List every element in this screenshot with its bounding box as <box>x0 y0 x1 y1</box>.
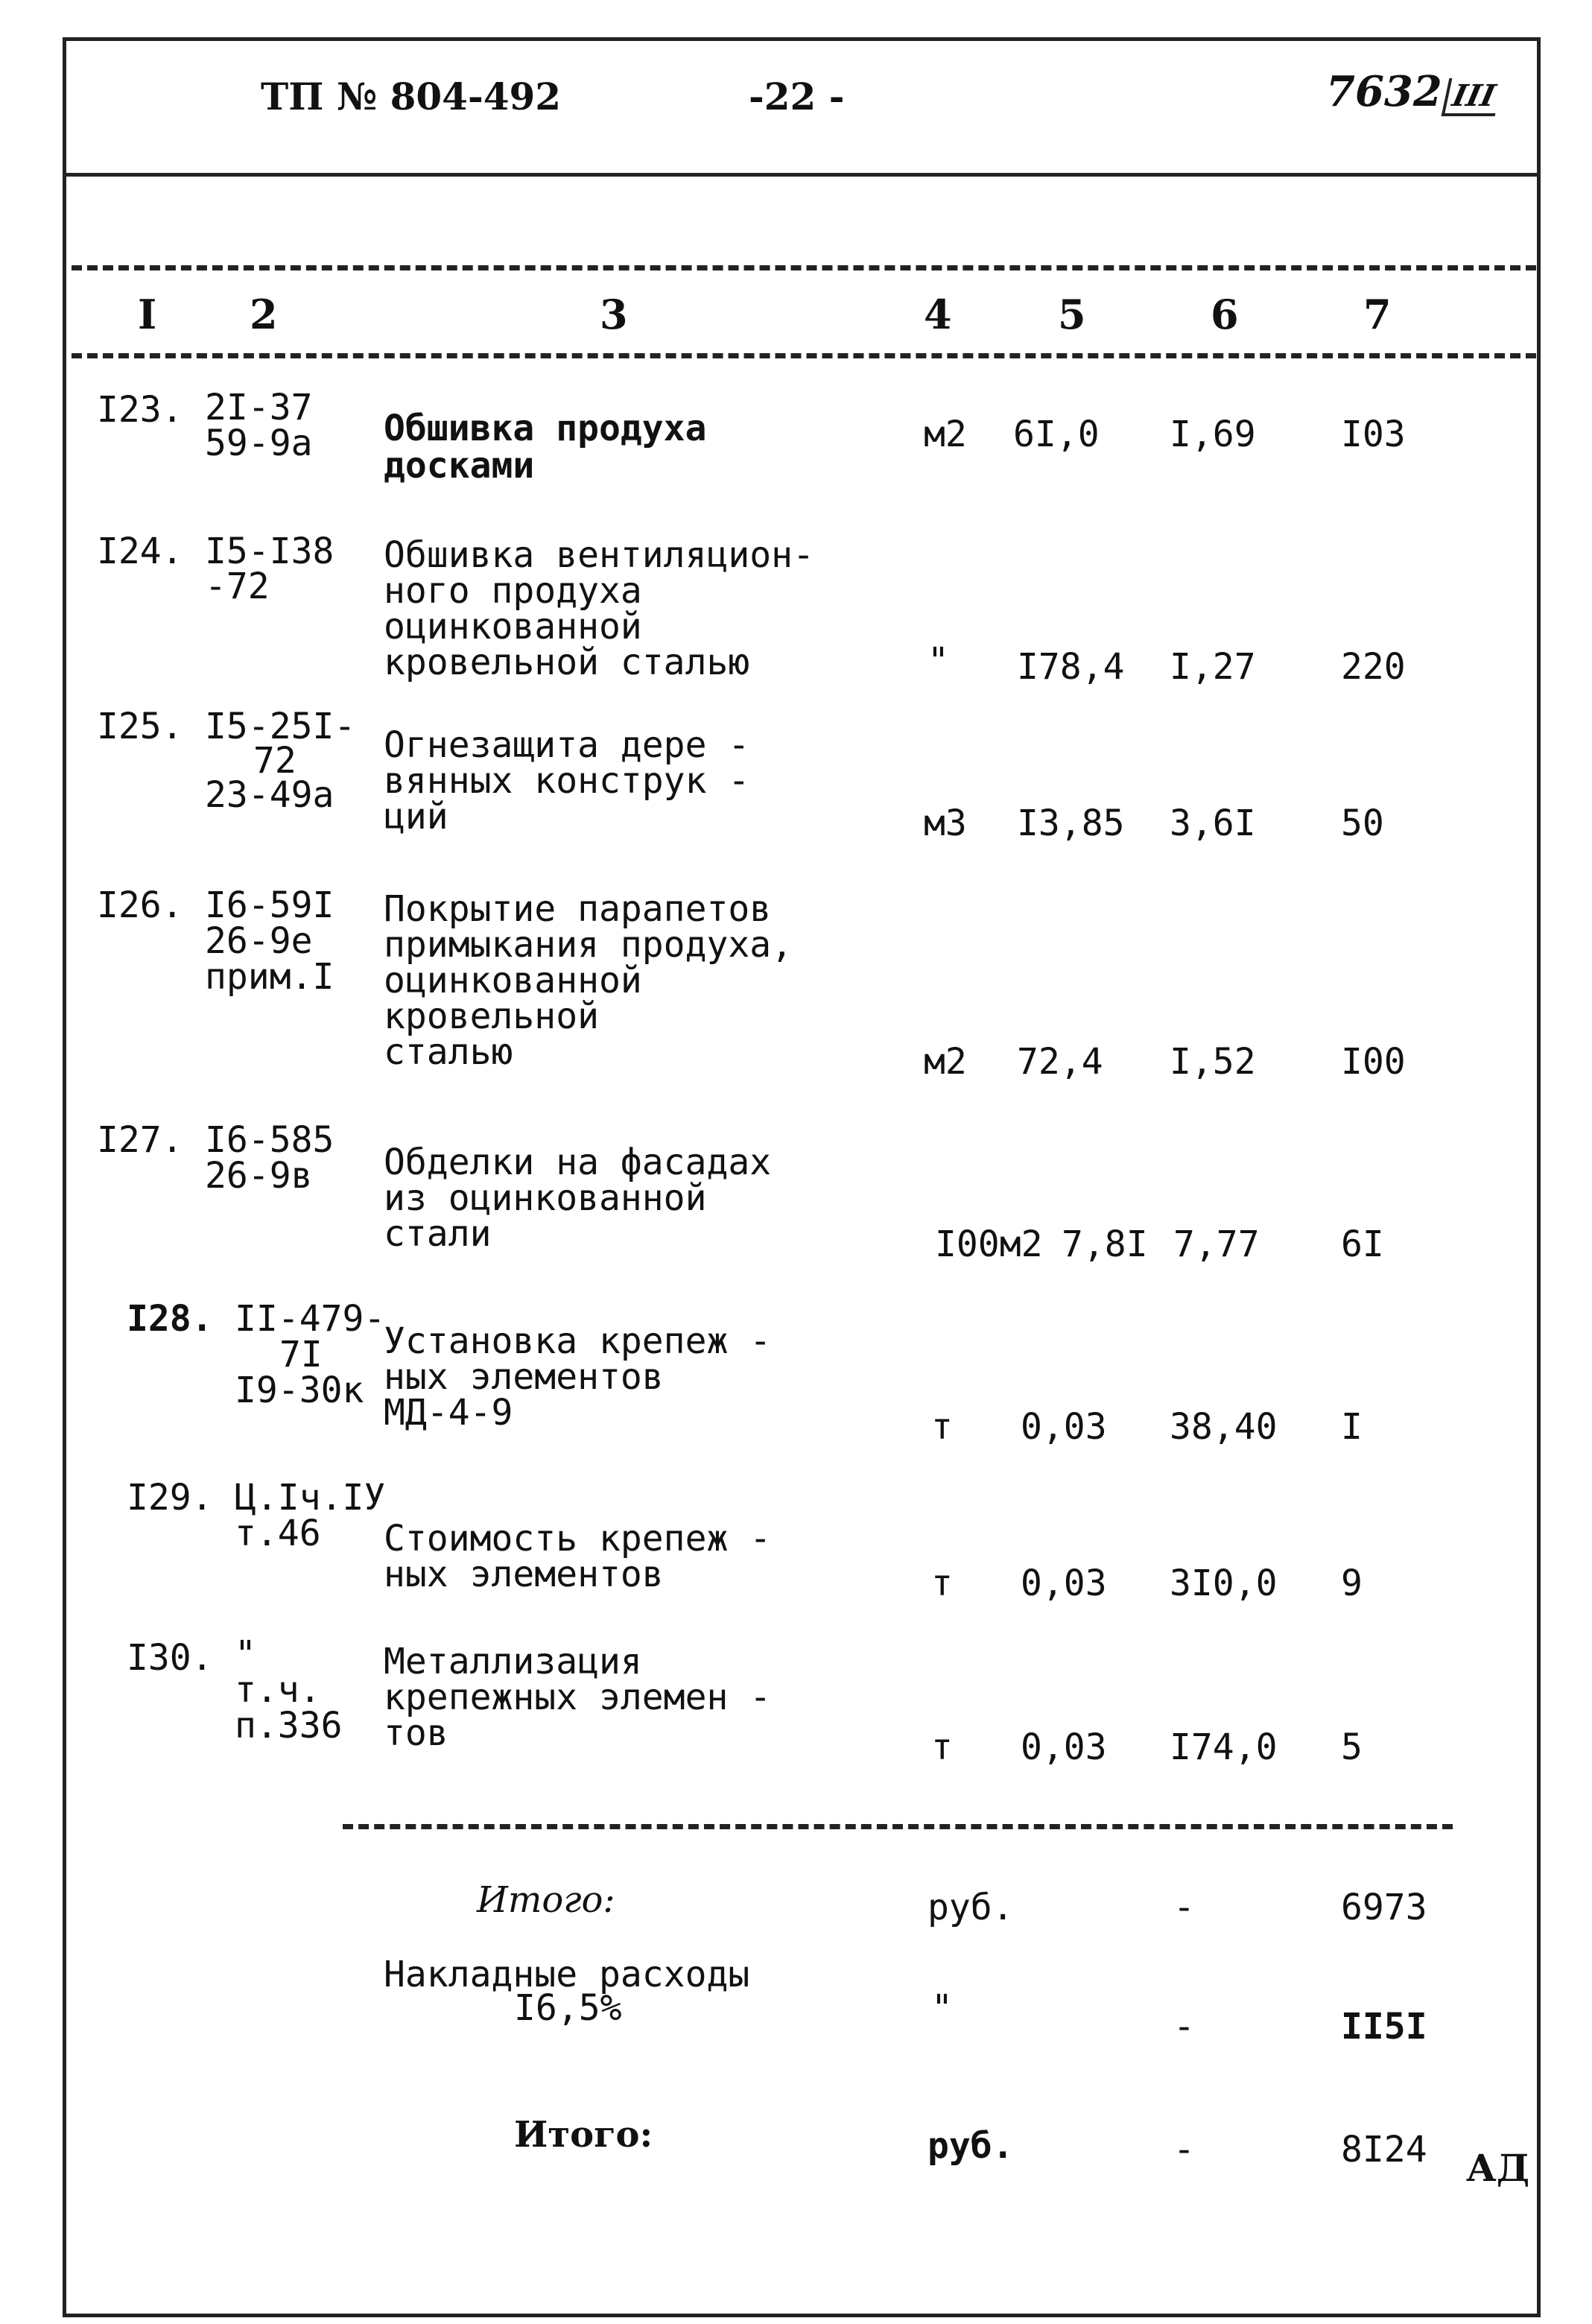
row-total: I00 <box>1341 1041 1406 1083</box>
row-price: 3I0,0 <box>1170 1562 1278 1604</box>
row-total: 220 <box>1341 646 1406 688</box>
row-code-line: I5-25I- <box>205 706 356 747</box>
col-header-1: I <box>138 291 157 338</box>
row-code-line: 72 <box>253 740 296 782</box>
row-code-line: I6-585 <box>205 1119 334 1161</box>
row-unit: I00м2 <box>935 1223 1043 1265</box>
row-total: 50 <box>1341 802 1384 844</box>
initials-stamp: АД <box>1466 2146 1530 2190</box>
row-price: I74,0 <box>1170 1726 1278 1768</box>
row-number: I23. <box>97 389 183 431</box>
col-header-5: 5 <box>1058 291 1086 338</box>
row-desc-line: из оцинкованной <box>384 1177 707 1219</box>
col-header-3: 3 <box>600 291 628 338</box>
row-price: 7,77 <box>1173 1223 1260 1265</box>
row-desc-line: Обшивка продуха <box>384 408 707 449</box>
row-desc-line: оцинкованной <box>384 960 642 1001</box>
row-qty: 6I,0 <box>1013 414 1100 455</box>
summary-label: Накладные расходы <box>384 1954 750 1995</box>
sheet-number <box>1326 67 1499 116</box>
row-desc-line: досками <box>384 445 535 487</box>
summary-label: Итого: <box>514 2114 653 2156</box>
row-total: I <box>1341 1406 1363 1448</box>
row-unit: т <box>931 1726 953 1768</box>
row-price: I,69 <box>1170 414 1256 455</box>
row-code-line: 2I-37 <box>205 387 313 428</box>
row-desc-line: вянных конструк - <box>384 760 750 802</box>
row-code-line: 23-49а <box>205 774 334 816</box>
row-qty: 0,03 <box>1021 1562 1107 1604</box>
summary-dash: - <box>1173 1887 1195 1928</box>
row-number: I25. <box>97 706 183 747</box>
summary-unit: руб. <box>927 1887 1014 1928</box>
row-total: 5 <box>1341 1726 1363 1768</box>
row-total: 6I <box>1341 1223 1384 1265</box>
summary-value: 8I24 <box>1341 2129 1427 2171</box>
row-number: I24. <box>97 531 183 572</box>
row-code-line: -72 <box>205 566 270 607</box>
row-desc-line: ных элементов <box>384 1356 664 1398</box>
row-desc-line: кровельной сталью <box>384 642 750 683</box>
row-qty: 7,8I <box>1062 1223 1148 1265</box>
row-qty: 0,03 <box>1021 1406 1107 1448</box>
row-price: I,27 <box>1170 646 1256 688</box>
row-unit: м3 <box>924 802 967 844</box>
row-desc-line: тов <box>384 1712 448 1754</box>
table-header-rule <box>72 353 1536 358</box>
row-qty: 0,03 <box>1021 1726 1107 1768</box>
col-header-2: 2 <box>250 291 278 338</box>
row-total: I03 <box>1341 414 1406 455</box>
summary-value: II5I <box>1341 2006 1427 2048</box>
row-code-line: т.ч. <box>235 1669 321 1711</box>
header-divider <box>63 173 1541 177</box>
row-unit: т <box>931 1406 953 1448</box>
row-price: 38,40 <box>1170 1406 1278 1448</box>
row-desc-line: Металлизация <box>384 1641 642 1682</box>
row-desc-line: Огнезащита дере - <box>384 724 750 766</box>
summary-dash: - <box>1173 2006 1195 2048</box>
page-number: -22 - <box>749 75 845 118</box>
row-desc-line: Обделки на фасадах <box>384 1142 772 1183</box>
row-desc-line: крепежных элемен - <box>384 1676 772 1718</box>
row-total: 9 <box>1341 1562 1363 1604</box>
summary-label: Итого: <box>477 1879 615 1921</box>
row-price: 3,6I <box>1170 802 1256 844</box>
row-code-line: прим.I <box>205 956 334 998</box>
summary-label: I6,5% <box>514 1987 622 2029</box>
row-code-line: " <box>235 1633 256 1675</box>
row-code-line: 26-9в <box>205 1155 313 1197</box>
row-number: I29. <box>127 1477 213 1519</box>
row-unit: т <box>931 1562 953 1604</box>
summary-rule <box>343 1824 1453 1829</box>
row-desc-line: ного продуха <box>384 570 642 612</box>
row-code-line: п.336 <box>235 1705 343 1747</box>
row-number: I26. <box>97 884 183 926</box>
row-code-line: 59-9а <box>205 422 313 464</box>
row-desc-line: Установка крепеж - <box>384 1320 772 1362</box>
summary-value: 6973 <box>1341 1887 1427 1928</box>
row-desc-line: МД-4-9 <box>384 1392 513 1434</box>
row-number: I28. <box>127 1298 213 1340</box>
row-qty: 72,4 <box>1017 1041 1103 1083</box>
summary-unit: руб. <box>927 2125 1014 2167</box>
row-desc-line: примыкания продуха, <box>384 924 793 966</box>
sheet-number-main: 7632 <box>1326 67 1442 116</box>
row-desc-line: сталью <box>384 1031 513 1073</box>
summary-unit: " <box>931 1987 953 2029</box>
row-unit: " <box>927 640 949 682</box>
row-price: I,52 <box>1170 1041 1256 1083</box>
row-code-line: II-479- <box>235 1298 386 1340</box>
col-header-4: 4 <box>924 291 952 338</box>
row-desc-line: стали <box>384 1213 492 1255</box>
table-top-rule <box>72 265 1536 270</box>
summary-dash: - <box>1173 2129 1195 2171</box>
row-desc-line: кровельной <box>384 995 599 1037</box>
doc-code: ТП № 804-492 <box>261 75 562 118</box>
row-code-line: т.46 <box>235 1513 321 1554</box>
row-code-line: 26-9е <box>205 920 313 962</box>
row-code-line: Ц.Iч.IУ <box>235 1477 386 1519</box>
row-desc-line: Обшивка вентиляцион- <box>384 534 814 576</box>
row-number: I30. <box>127 1637 213 1679</box>
row-number: I27. <box>97 1119 183 1161</box>
row-unit: м2 <box>924 1041 967 1083</box>
sheet-roman: III <box>1441 78 1503 116</box>
row-desc-line: Покрытие парапетов <box>384 888 772 930</box>
row-code-line: I6-59I <box>205 884 334 926</box>
row-unit: м2 <box>924 414 967 455</box>
col-header-7: 7 <box>1363 291 1392 338</box>
row-desc-line: Стоимость крепеж - <box>384 1518 772 1560</box>
row-qty: I3,85 <box>1017 802 1125 844</box>
row-desc-line: ций <box>384 796 448 838</box>
row-qty: I78,4 <box>1017 646 1125 688</box>
row-desc-line: ных элементов <box>384 1554 664 1595</box>
row-desc-line: оцинкованной <box>384 606 642 648</box>
row-code-line: 7I <box>279 1334 323 1375</box>
row-code-line: I9-30к <box>235 1370 364 1411</box>
col-header-6: 6 <box>1211 291 1239 338</box>
row-code-line: I5-I38 <box>205 531 334 572</box>
